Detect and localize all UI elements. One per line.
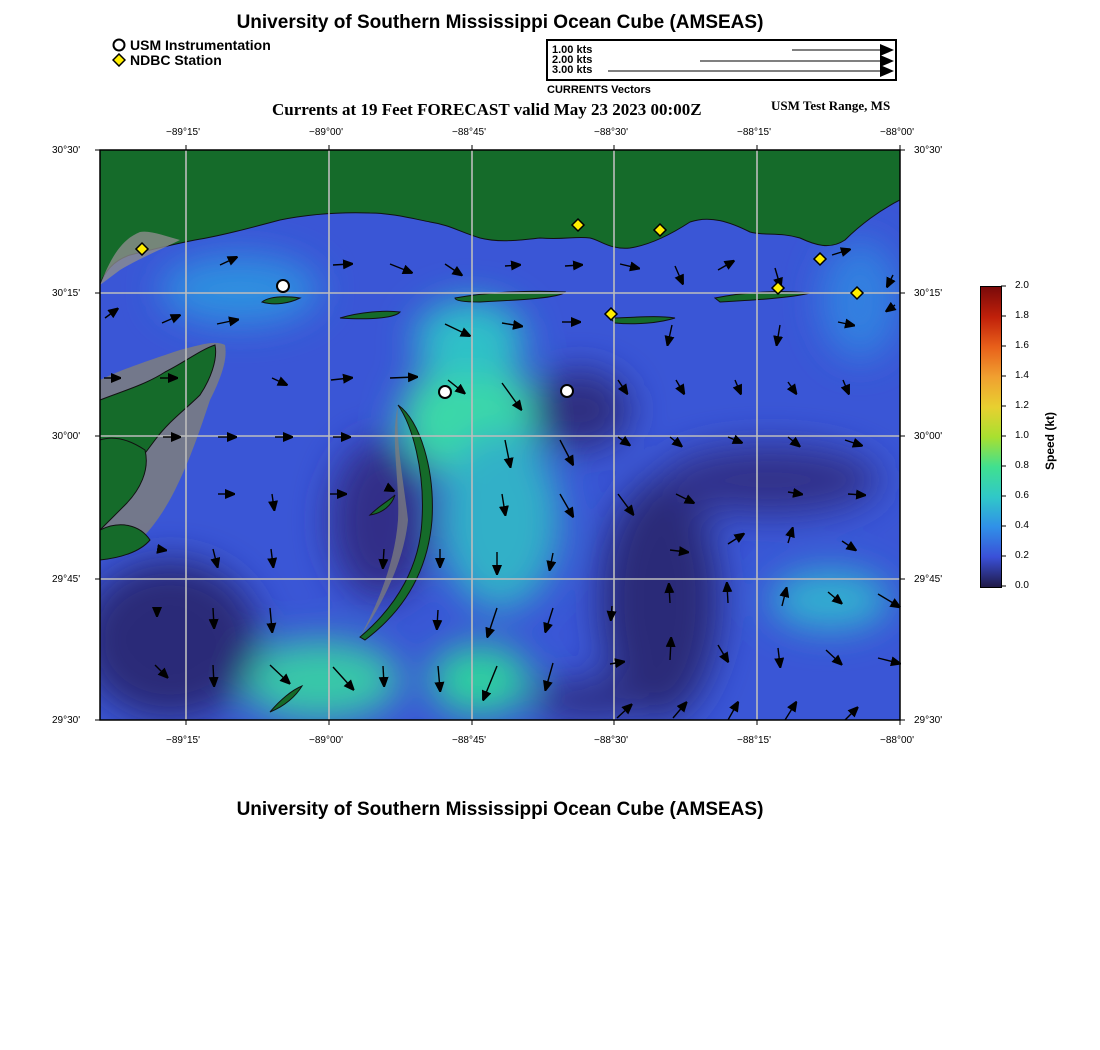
lat-tick-right: 30°15'	[914, 288, 943, 299]
lon-tick-bottom: −89°15'	[166, 735, 200, 746]
lon-tick-bottom: −88°30'	[594, 735, 628, 746]
colorbar-tick: 0.0	[1015, 580, 1029, 591]
lon-tick-bottom: −88°00'	[880, 735, 914, 746]
lon-tick-bottom: −88°15'	[737, 735, 771, 746]
colorbar-tick-marks	[1001, 280, 1011, 600]
bottom-title: University of Southern Mississippi Ocean Cube (AMSEAS)	[236, 799, 764, 820]
colorbar-tick: 0.4	[1015, 520, 1029, 531]
lon-tick-top: −88°30'	[594, 127, 628, 138]
colorbar-tick: 0.2	[1015, 550, 1029, 561]
lat-tick-left: 30°00'	[52, 431, 81, 442]
vector-label-2: 2.00 kts	[552, 54, 593, 66]
colorbar-tick: 1.2	[1015, 400, 1029, 411]
lat-tick-right: 29°30'	[914, 715, 943, 726]
colorbar-tick: 0.6	[1015, 490, 1029, 501]
lon-tick-top: −89°15'	[166, 127, 200, 138]
lat-tick-left: 29°45'	[52, 574, 81, 585]
lon-tick-top: −88°15'	[737, 127, 771, 138]
lat-tick-left: 30°15'	[52, 288, 81, 299]
legend-ndbc-label: NDBC Station	[130, 52, 222, 68]
colorbar-tick: 1.0	[1015, 430, 1029, 441]
vector-label-1: 1.00 kts	[552, 44, 593, 56]
lon-tick-top: −88°00'	[880, 127, 914, 138]
lat-tick-left: 29°30'	[52, 715, 81, 726]
lat-tick-right: 30°00'	[914, 431, 943, 442]
speed-colorbar	[980, 286, 1002, 588]
colorbar-tick: 0.8	[1015, 460, 1029, 471]
vector-legend-caption: CURRENTS Vectors	[547, 84, 651, 96]
plot-title: Currents at 19 Feet FORECAST valid May 23 2023 00:00Z	[272, 100, 702, 119]
lat-tick-left: 30°30'	[52, 145, 81, 156]
lon-tick-bottom: −89°00'	[309, 735, 343, 746]
lat-tick-right: 29°45'	[914, 574, 943, 585]
colorbar-title: Speed (kt)	[1043, 411, 1057, 470]
lon-tick-top: −89°00'	[309, 127, 343, 138]
legend-instrumentation-label: USM Instrumentation	[130, 37, 271, 53]
colorbar-ticks	[1001, 280, 1041, 600]
colorbar-tick: 1.4	[1015, 370, 1029, 381]
lon-tick-bottom: −88°45'	[452, 735, 486, 746]
colorbar-tick: 1.6	[1015, 340, 1029, 351]
lon-tick-top: −88°45'	[452, 127, 486, 138]
speed-field	[80, 150, 900, 720]
range-label: USM Test Range, MS	[771, 98, 891, 113]
lat-tick-right: 30°30'	[914, 145, 943, 156]
colorbar-tick: 1.8	[1015, 310, 1029, 321]
vector-label-3: 3.00 kts	[552, 64, 593, 76]
page-title: University of Southern Mississippi Ocean Cube (AMSEAS)	[236, 12, 764, 33]
colorbar-tick: 2.0	[1015, 280, 1029, 291]
